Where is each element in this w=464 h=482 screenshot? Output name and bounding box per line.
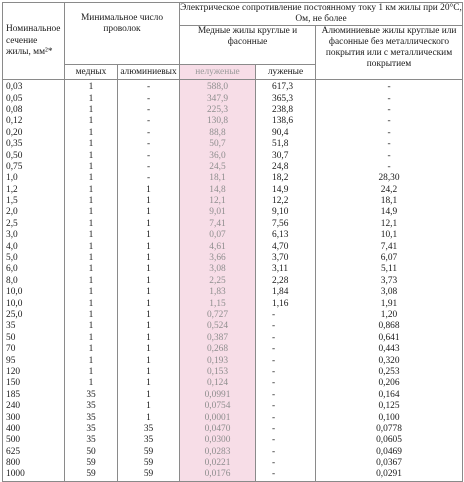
cell-section: 0,50 — [3, 151, 65, 162]
table-row — [3, 253, 463, 264]
cell-tinned-resistance: - — [256, 310, 316, 321]
cell-tinned-resistance: 7,56 — [256, 219, 316, 230]
cell-section: 35 — [3, 321, 65, 332]
table-header — [3, 3, 463, 80]
cell-section: 95 — [3, 356, 65, 367]
cell-section: 0,03 — [3, 80, 65, 94]
table-body — [3, 80, 463, 482]
table-row — [3, 173, 463, 184]
cell-aluminum-resistance: 0,443 — [316, 344, 463, 355]
table-row — [3, 344, 463, 355]
table-row — [3, 390, 463, 401]
min-wires-header: Минимальное число проволок — [65, 3, 180, 65]
cell-aluminum-resistance: 0,320 — [316, 356, 463, 367]
cell-aluminum-resistance: 0,0291 — [316, 469, 463, 481]
cell-aluminum-resistance: 3,08 — [316, 287, 463, 298]
table-row — [3, 128, 463, 139]
cell-tinned-resistance: 12,2 — [256, 196, 316, 207]
table-row — [3, 105, 463, 116]
cell-uncoated-resistance: 7,41 — [180, 219, 256, 230]
cell-copper-wires: 1 — [65, 299, 118, 310]
cell-uncoated-resistance: 12,1 — [180, 196, 256, 207]
cell-aluminum-resistance: 0,253 — [316, 367, 463, 378]
cell-aluminum-resistance: - — [316, 116, 463, 127]
cell-uncoated-resistance: 1,15 — [180, 299, 256, 310]
cell-copper-wires: 1 — [65, 367, 118, 378]
table-row — [3, 321, 463, 332]
cell-aluminum-resistance: 3,73 — [316, 276, 463, 287]
cell-uncoated-resistance: 1,83 — [180, 287, 256, 298]
table-row — [3, 287, 463, 298]
cell-copper-wires: 35 — [65, 413, 118, 424]
cell-section: 1,2 — [3, 185, 65, 196]
cell-copper-wires: 35 — [65, 424, 118, 435]
cell-aluminum-wires: 1 — [118, 196, 180, 207]
cell-copper-wires: 1 — [65, 105, 118, 116]
cell-section: 6,0 — [3, 264, 65, 275]
cell-uncoated-resistance: 4,61 — [180, 242, 256, 253]
cell-uncoated-resistance: 88,8 — [180, 128, 256, 139]
cell-copper-wires: 1 — [65, 310, 118, 321]
cell-section: 4,0 — [3, 242, 65, 253]
cell-aluminum-wires: 1 — [118, 310, 180, 321]
cell-section: 800 — [3, 458, 65, 469]
cell-copper-wires: 1 — [65, 207, 118, 218]
table-row — [3, 162, 463, 173]
cell-tinned-resistance: 14,9 — [256, 185, 316, 196]
cell-section: 0,08 — [3, 105, 65, 116]
cell-aluminum-resistance: 0,0778 — [316, 424, 463, 435]
cell-aluminum-wires: 1 — [118, 321, 180, 332]
resistance-table — [2, 2, 463, 482]
cell-aluminum-resistance: 0,868 — [316, 321, 463, 332]
cell-section: 70 — [3, 344, 65, 355]
cell-tinned-resistance: - — [256, 435, 316, 446]
cell-uncoated-resistance: 18,1 — [180, 173, 256, 184]
cell-section: 120 — [3, 367, 65, 378]
cell-uncoated-resistance: 0,0300 — [180, 435, 256, 446]
cell-copper-wires: 1 — [65, 287, 118, 298]
table-row — [3, 401, 463, 412]
cell-tinned-resistance: - — [256, 367, 316, 378]
cell-copper-wires: 1 — [65, 276, 118, 287]
table-row — [3, 413, 463, 424]
cell-uncoated-resistance: 0,193 — [180, 356, 256, 367]
cell-uncoated-resistance: 0,0001 — [180, 413, 256, 424]
cell-copper-wires: 1 — [65, 344, 118, 355]
cell-copper-wires: 1 — [65, 253, 118, 264]
cell-section: 150 — [3, 378, 65, 389]
cell-aluminum-resistance: 24,2 — [316, 185, 463, 196]
cell-copper-wires: 1 — [65, 139, 118, 150]
section-header: Номинальное сечение жилы, мм²* — [3, 3, 65, 80]
cell-uncoated-resistance: 3,08 — [180, 264, 256, 275]
cell-uncoated-resistance: 9,01 — [180, 207, 256, 218]
cell-copper-wires: 1 — [65, 128, 118, 139]
cell-tinned-resistance: 30,7 — [256, 151, 316, 162]
cell-uncoated-resistance: 0,124 — [180, 378, 256, 389]
cell-tinned-resistance: 2,28 — [256, 276, 316, 287]
cell-aluminum-resistance: - — [316, 162, 463, 173]
cell-copper-wires: 1 — [65, 230, 118, 241]
table-row — [3, 310, 463, 321]
tinned-header: луженые — [256, 65, 316, 80]
cell-uncoated-resistance: 0,0176 — [180, 469, 256, 481]
cell-tinned-resistance: - — [256, 447, 316, 458]
cell-uncoated-resistance: 0,387 — [180, 333, 256, 344]
cell-aluminum-wires: - — [118, 80, 180, 94]
table-row — [3, 151, 463, 162]
table-row — [3, 94, 463, 105]
cell-aluminum-resistance: 0,0367 — [316, 458, 463, 469]
table-row — [3, 276, 463, 287]
cell-tinned-resistance: 6,13 — [256, 230, 316, 241]
cell-aluminum-wires: 1 — [118, 413, 180, 424]
cell-tinned-resistance: 1,16 — [256, 299, 316, 310]
cell-aluminum-wires: 1 — [118, 401, 180, 412]
cell-uncoated-resistance: 0,268 — [180, 344, 256, 355]
cell-tinned-resistance: - — [256, 401, 316, 412]
cell-section: 0,20 — [3, 128, 65, 139]
cell-tinned-resistance: 4,70 — [256, 242, 316, 253]
table-row — [3, 139, 463, 150]
table-row — [3, 230, 463, 241]
cell-uncoated-resistance: 14,8 — [180, 185, 256, 196]
cell-aluminum-wires: 59 — [118, 458, 180, 469]
table-row — [3, 242, 463, 253]
cell-section: 1000 — [3, 469, 65, 481]
cell-copper-wires: 1 — [65, 173, 118, 184]
cell-tinned-resistance: - — [256, 469, 316, 481]
cell-tinned-resistance: 3,70 — [256, 253, 316, 264]
table-row — [3, 378, 463, 389]
cell-tinned-resistance: 90,4 — [256, 128, 316, 139]
cell-aluminum-resistance: 5,11 — [316, 264, 463, 275]
cell-section: 50 — [3, 333, 65, 344]
cell-tinned-resistance: 9,10 — [256, 207, 316, 218]
cell-aluminum-wires: 1 — [118, 219, 180, 230]
table-row — [3, 435, 463, 446]
table-row — [3, 185, 463, 196]
cell-aluminum-resistance: 7,41 — [316, 242, 463, 253]
cell-aluminum-wires: 1 — [118, 253, 180, 264]
cell-tinned-resistance: - — [256, 356, 316, 367]
cell-tinned-resistance: - — [256, 413, 316, 424]
cell-section: 0,12 — [3, 116, 65, 127]
cell-uncoated-resistance: 3,66 — [180, 253, 256, 264]
cell-aluminum-resistance: - — [316, 94, 463, 105]
cell-aluminum-wires: - — [118, 173, 180, 184]
cell-copper-wires: 35 — [65, 435, 118, 446]
cell-copper-wires: 35 — [65, 401, 118, 412]
cell-aluminum-resistance: 10,1 — [316, 230, 463, 241]
cell-section: 0,75 — [3, 162, 65, 173]
cell-uncoated-resistance: 130,8 — [180, 116, 256, 127]
cell-tinned-resistance: - — [256, 424, 316, 435]
table-row — [3, 80, 463, 94]
cell-copper-wires: 50 — [65, 447, 118, 458]
cell-tinned-resistance: - — [256, 390, 316, 401]
table-row — [3, 196, 463, 207]
cell-aluminum-wires: 1 — [118, 207, 180, 218]
cell-aluminum-wires: 1 — [118, 242, 180, 253]
cell-copper-wires: 1 — [65, 219, 118, 230]
table-row — [3, 219, 463, 230]
cell-copper-wires: 1 — [65, 116, 118, 127]
cell-tinned-resistance: - — [256, 378, 316, 389]
cell-aluminum-wires: 1 — [118, 378, 180, 389]
resistance-header: Электрическое сопротивление постоянному току 1 км жилы при 20°С, Ом, не более — [180, 3, 462, 25]
cell-copper-wires: 1 — [65, 151, 118, 162]
cell-section: 1,5 — [3, 196, 65, 207]
table-row — [3, 458, 463, 469]
cell-uncoated-resistance: 50,7 — [180, 139, 256, 150]
cell-aluminum-wires: 1 — [118, 299, 180, 310]
cell-aluminum-resistance: 14,9 — [316, 207, 463, 218]
cell-copper-wires: 1 — [65, 378, 118, 389]
cell-section: 5,0 — [3, 253, 65, 264]
cell-copper-wires: 1 — [65, 264, 118, 275]
cell-uncoated-resistance: 0,0283 — [180, 447, 256, 458]
cell-uncoated-resistance: 0,153 — [180, 367, 256, 378]
cell-section: 185 — [3, 390, 65, 401]
cell-aluminum-wires: - — [118, 105, 180, 116]
copper-header: Медные жилы круглые и фасонные — [180, 26, 316, 65]
cell-tinned-resistance: - — [256, 458, 316, 469]
cell-aluminum-wires: 1 — [118, 390, 180, 401]
cell-aluminum-wires: - — [118, 151, 180, 162]
table-row — [3, 299, 463, 310]
cell-uncoated-resistance: 0,07 — [180, 230, 256, 241]
cell-copper-wires: 1 — [65, 356, 118, 367]
aluminum-header: Алюминиевые жилы круглые или фасонные без металлического покрытия или с металлическим покрытием — [316, 26, 463, 80]
cell-uncoated-resistance: 0,524 — [180, 321, 256, 332]
cell-copper-wires: 1 — [65, 196, 118, 207]
cell-tinned-resistance: 24,8 — [256, 162, 316, 173]
cell-copper-wires: 59 — [65, 458, 118, 469]
cell-copper-wires: 1 — [65, 242, 118, 253]
cell-aluminum-resistance: 0,164 — [316, 390, 463, 401]
cell-copper-wires: 1 — [65, 185, 118, 196]
cell-aluminum-wires: 35 — [118, 424, 180, 435]
cell-section: 0,35 — [3, 139, 65, 150]
cell-aluminum-wires: 1 — [118, 185, 180, 196]
cell-copper-wires: 1 — [65, 94, 118, 105]
cell-tinned-resistance: 18,2 — [256, 173, 316, 184]
cell-tinned-resistance: - — [256, 321, 316, 332]
table-row — [3, 424, 463, 435]
cell-section: 500 — [3, 435, 65, 446]
cell-section: 240 — [3, 401, 65, 412]
cell-copper-wires: 1 — [65, 321, 118, 332]
cell-tinned-resistance: - — [256, 344, 316, 355]
cell-section: 10,0 — [3, 299, 65, 310]
cell-uncoated-resistance: 225,3 — [180, 105, 256, 116]
cell-aluminum-wires: 1 — [118, 367, 180, 378]
cell-aluminum-wires: 1 — [118, 356, 180, 367]
cell-aluminum-resistance: 0,125 — [316, 401, 463, 412]
table-row — [3, 116, 463, 127]
cell-tinned-resistance: 1,84 — [256, 287, 316, 298]
cell-aluminum-wires: - — [118, 116, 180, 127]
cell-aluminum-resistance: 0,206 — [316, 378, 463, 389]
cell-uncoated-resistance: 2,25 — [180, 276, 256, 287]
table-row — [3, 264, 463, 275]
cell-tinned-resistance: 617,3 — [256, 80, 316, 94]
cell-aluminum-resistance: 12,1 — [316, 219, 463, 230]
table-row — [3, 207, 463, 218]
cell-copper-wires: 59 — [65, 469, 118, 481]
cell-aluminum-wires: 59 — [118, 469, 180, 481]
cell-aluminum-resistance: 1,20 — [316, 310, 463, 321]
cell-aluminum-resistance: 6,07 — [316, 253, 463, 264]
cell-uncoated-resistance: 36,0 — [180, 151, 256, 162]
cell-aluminum-wires: - — [118, 94, 180, 105]
cell-aluminum-resistance: - — [316, 128, 463, 139]
cell-section: 2,0 — [3, 207, 65, 218]
cell-aluminum-wires: 1 — [118, 264, 180, 275]
cell-section: 625 — [3, 447, 65, 458]
table-row — [3, 356, 463, 367]
cell-aluminum-resistance: - — [316, 105, 463, 116]
cell-aluminum-resistance: 0,641 — [316, 333, 463, 344]
cell-aluminum-resistance: - — [316, 139, 463, 150]
cell-aluminum-wires: 1 — [118, 276, 180, 287]
cell-aluminum-wires: - — [118, 128, 180, 139]
cell-copper-wires: 35 — [65, 390, 118, 401]
cell-uncoated-resistance: 588,0 — [180, 80, 256, 94]
copper-wires-header: медных — [65, 65, 118, 80]
cell-aluminum-resistance: 18,1 — [316, 196, 463, 207]
cell-section: 3,0 — [3, 230, 65, 241]
cell-uncoated-resistance: 0,0991 — [180, 390, 256, 401]
cell-uncoated-resistance: 0,0470 — [180, 424, 256, 435]
cell-tinned-resistance: 51,8 — [256, 139, 316, 150]
cell-tinned-resistance: - — [256, 333, 316, 344]
cell-tinned-resistance: 3,11 — [256, 264, 316, 275]
cell-tinned-resistance: 238,8 — [256, 105, 316, 116]
cell-section: 400 — [3, 424, 65, 435]
cell-aluminum-resistance: 1,91 — [316, 299, 463, 310]
cell-copper-wires: 1 — [65, 80, 118, 94]
aluminum-wires-header: алюминиевых — [118, 65, 180, 80]
cell-aluminum-wires: 1 — [118, 287, 180, 298]
cell-aluminum-wires: 1 — [118, 230, 180, 241]
cell-aluminum-wires: 59 — [118, 447, 180, 458]
cell-aluminum-wires: - — [118, 139, 180, 150]
cell-section: 25,0 — [3, 310, 65, 321]
cell-aluminum-resistance: 0,0605 — [316, 435, 463, 446]
cell-aluminum-wires: 1 — [118, 333, 180, 344]
cell-uncoated-resistance: 0,727 — [180, 310, 256, 321]
cell-copper-wires: 1 — [65, 333, 118, 344]
table-row — [3, 447, 463, 458]
cell-aluminum-wires: 35 — [118, 435, 180, 446]
cell-section: 2,5 — [3, 219, 65, 230]
cell-aluminum-resistance: 28,30 — [316, 173, 463, 184]
table-row — [3, 333, 463, 344]
cell-aluminum-resistance: 0,0469 — [316, 447, 463, 458]
cell-section: 10,0 — [3, 287, 65, 298]
table-row — [3, 367, 463, 378]
cell-aluminum-resistance: - — [316, 80, 463, 94]
cell-uncoated-resistance: 24,5 — [180, 162, 256, 173]
cell-section: 8,0 — [3, 276, 65, 287]
cell-copper-wires: 1 — [65, 162, 118, 173]
uncoated-header: нелуженые — [180, 65, 256, 80]
cell-aluminum-wires: - — [118, 162, 180, 173]
cell-tinned-resistance: 138,6 — [256, 116, 316, 127]
cell-uncoated-resistance: 0,0221 — [180, 458, 256, 469]
cell-section: 300 — [3, 413, 65, 424]
cell-section: 0,05 — [3, 94, 65, 105]
cell-aluminum-resistance: 0,100 — [316, 413, 463, 424]
cell-uncoated-resistance: 347,9 — [180, 94, 256, 105]
cell-aluminum-resistance: - — [316, 151, 463, 162]
cell-aluminum-wires: 1 — [118, 344, 180, 355]
cell-tinned-resistance: 365,3 — [256, 94, 316, 105]
cell-section: 1,0 — [3, 173, 65, 184]
cell-uncoated-resistance: 0,0754 — [180, 401, 256, 412]
